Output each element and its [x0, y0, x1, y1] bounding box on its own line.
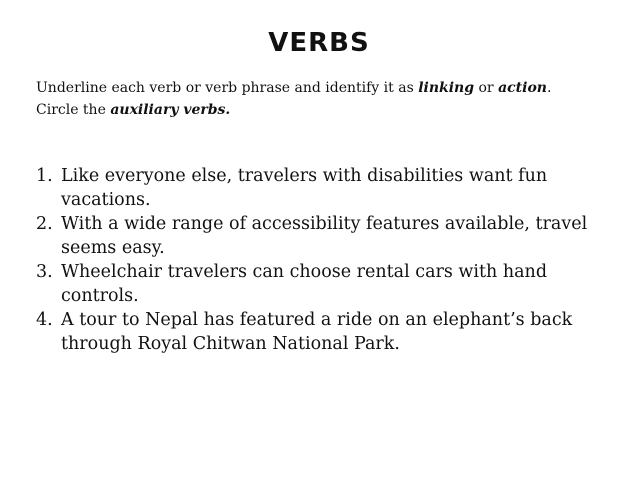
list-item: [36, 164, 620, 212]
item-number: 4.: [36, 310, 53, 330]
sentence-list: [36, 164, 620, 356]
item-number: 2.: [36, 214, 53, 234]
instructions-text: or: [474, 80, 499, 96]
sentence-text: Like everyone else, travelers with disabilities want fun vacations.: [61, 166, 548, 210]
instructions-text: Circle the: [36, 102, 111, 118]
auxiliary-term: auxiliary verbs.: [110, 102, 231, 118]
list-item: [36, 308, 620, 356]
sentence-text: With a wide range of accessibility features available, travel seems easy.: [61, 214, 588, 258]
slide-title: VERBS: [268, 28, 370, 58]
instructions-text: .: [546, 80, 552, 96]
sentence-text: A tour to Nepal has featured a ride on an elephant’s back through Royal Chitwan National Park.: [61, 310, 573, 354]
sentence-text: Wheelchair travelers can choose rental cars with hand controls.: [61, 262, 548, 306]
linking-term: linking: [418, 80, 475, 96]
instructions: [36, 77, 616, 121]
instructions-text: Underline each verb or verb phrase and identify it as: [36, 80, 419, 96]
list-item: [36, 260, 620, 308]
action-term: action: [498, 80, 547, 96]
item-number: 1.: [36, 166, 53, 186]
item-number: 3.: [36, 262, 53, 282]
list-item: [36, 212, 620, 260]
